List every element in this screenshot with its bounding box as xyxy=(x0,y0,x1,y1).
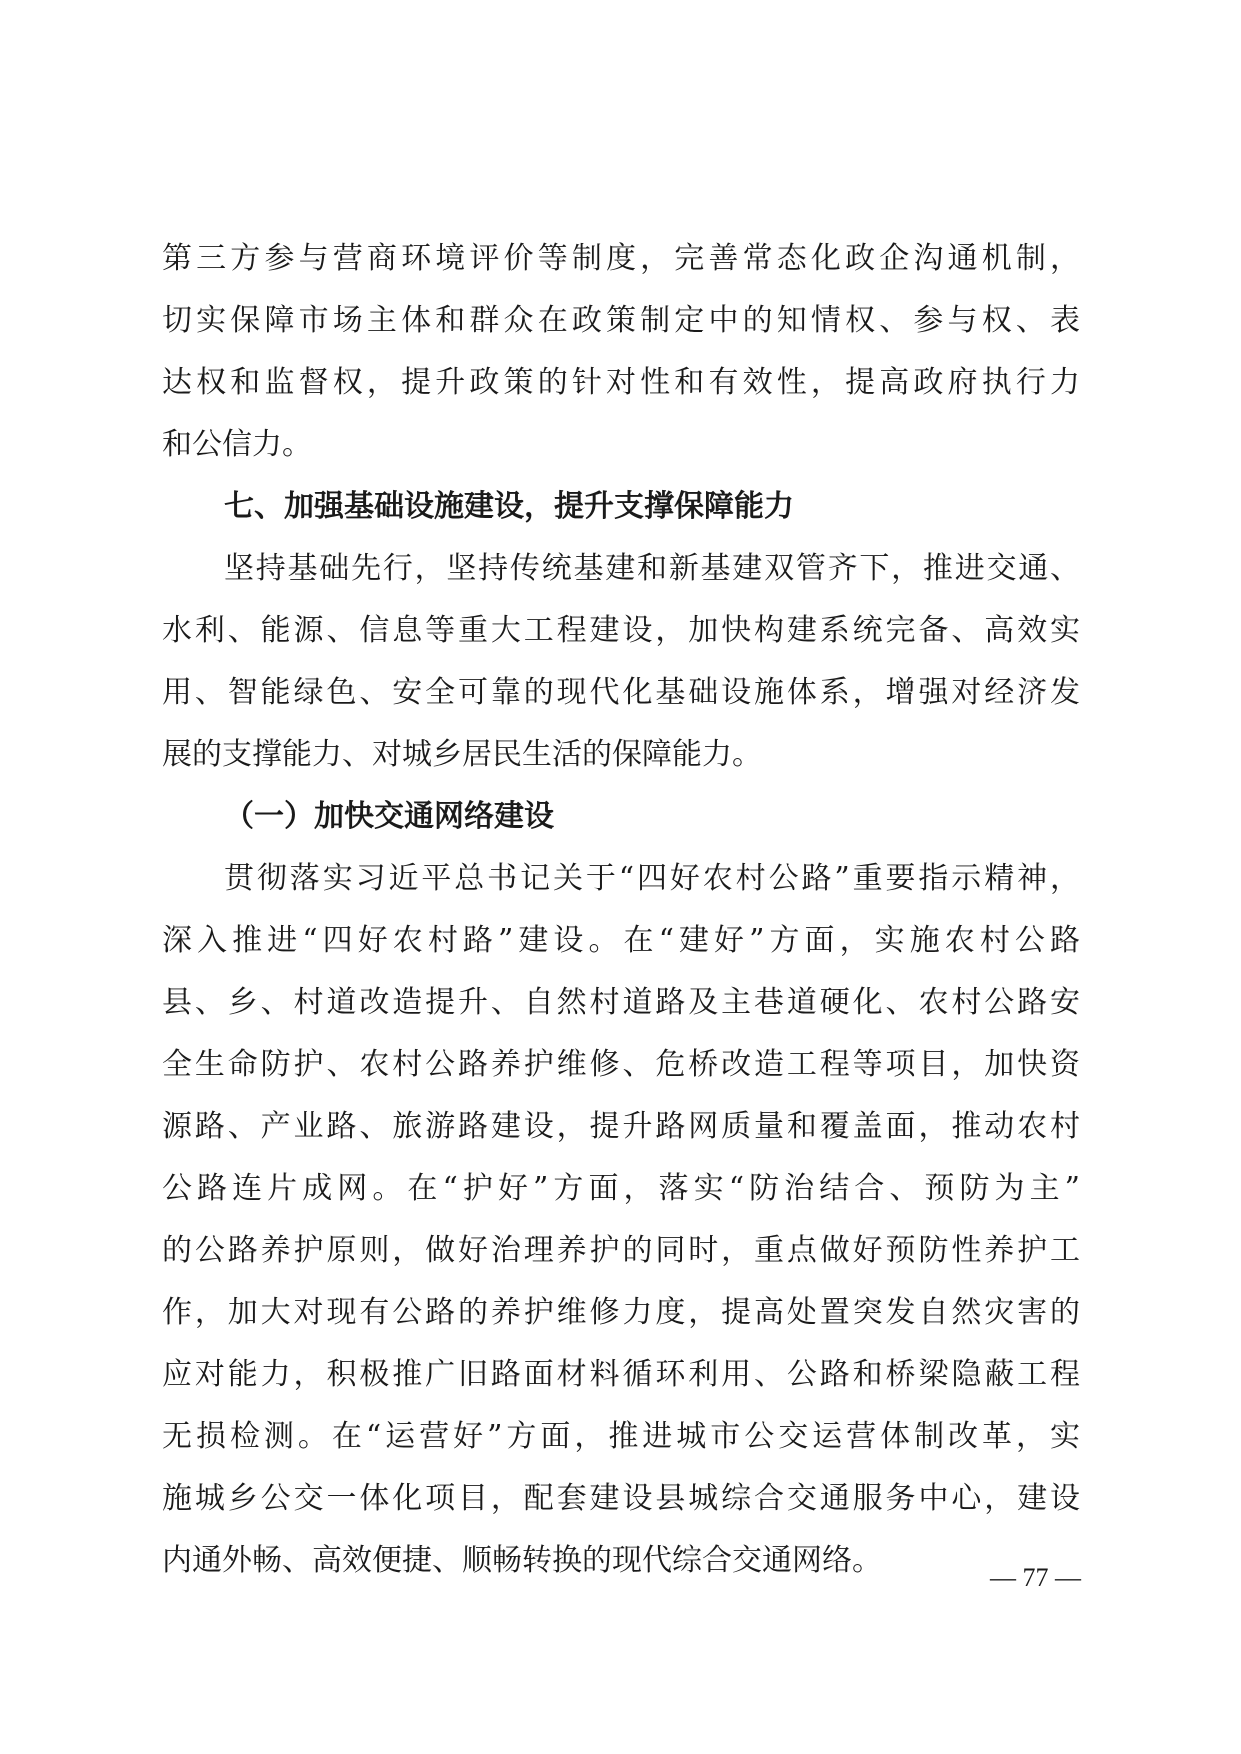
text-line: 达权和监督权，提升政策的针对性和有效性，提高政府执行力 xyxy=(162,365,1080,400)
paragraph-transport-network xyxy=(162,848,1080,1592)
text-line: 内通外畅、高效便捷、顺畅转换的现代综合交通网络。 xyxy=(162,1543,882,1578)
text-line: 作，加大对现有公路的养护维修力度，提高处置突发自然灾害的 xyxy=(162,1295,1080,1330)
text-line: 坚持基础先行，坚持传统基建和新基建双管齐下，推进交通、 xyxy=(224,551,1080,586)
text-line: 第三方参与营商环境评价等制度，完善常态化政企沟通机制， xyxy=(162,241,1080,276)
text-line: 和公信力。 xyxy=(162,427,312,462)
paragraph-infrastructure xyxy=(162,538,1080,786)
text-line: 贯彻落实习近平总书记关于“四好农村公路”重要指示精神， xyxy=(224,861,1080,896)
text-line: 展的支撑能力、对城乡居民生活的保障能力。 xyxy=(162,737,762,772)
document-body xyxy=(162,228,1080,1592)
section-heading: 七、加强基础设施建设，提升支撑保障能力 xyxy=(224,489,794,524)
text-line: 深入推进“四好农村路”建设。在“建好”方面，实施农村公路 xyxy=(162,923,1080,958)
text-line: 施城乡公交一体化项目，配套建设县城综合交通服务中心，建设 xyxy=(162,1481,1080,1516)
text-line: 应对能力，积极推广旧路面材料循环利用、公路和桥梁隐蔽工程 xyxy=(162,1357,1080,1392)
subsection-heading: （一）加快交通网络建设 xyxy=(224,799,554,834)
text-line: 的公路养护原则，做好治理养护的同时，重点做好预防性养护工 xyxy=(162,1233,1080,1268)
text-line: 切实保障市场主体和群众在政策制定中的知情权、参与权、表 xyxy=(162,303,1080,338)
page-number: — 77 — xyxy=(990,1563,1081,1592)
text-line: 源路、产业路、旅游路建设，提升路网质量和覆盖面，推动农村 xyxy=(162,1109,1080,1144)
paragraph-continuation xyxy=(162,228,1080,476)
text-line: 县、乡、村道改造提升、自然村道路及主巷道硬化、农村公路安 xyxy=(162,985,1080,1020)
text-line: 无损检测。在“运营好”方面，推进城市公交运营体制改革，实 xyxy=(162,1419,1080,1454)
text-line: 公路连片成网。在“护好”方面，落实“防治结合、预防为主” xyxy=(162,1171,1080,1206)
text-line: 用、智能绿色、安全可靠的现代化基础设施体系，增强对经济发 xyxy=(162,675,1080,710)
text-line: 水利、能源、信息等重大工程建设，加快构建系统完备、高效实 xyxy=(162,613,1080,648)
text-line: 全生命防护、农村公路养护维修、危桥改造工程等项目，加快资 xyxy=(162,1047,1080,1082)
